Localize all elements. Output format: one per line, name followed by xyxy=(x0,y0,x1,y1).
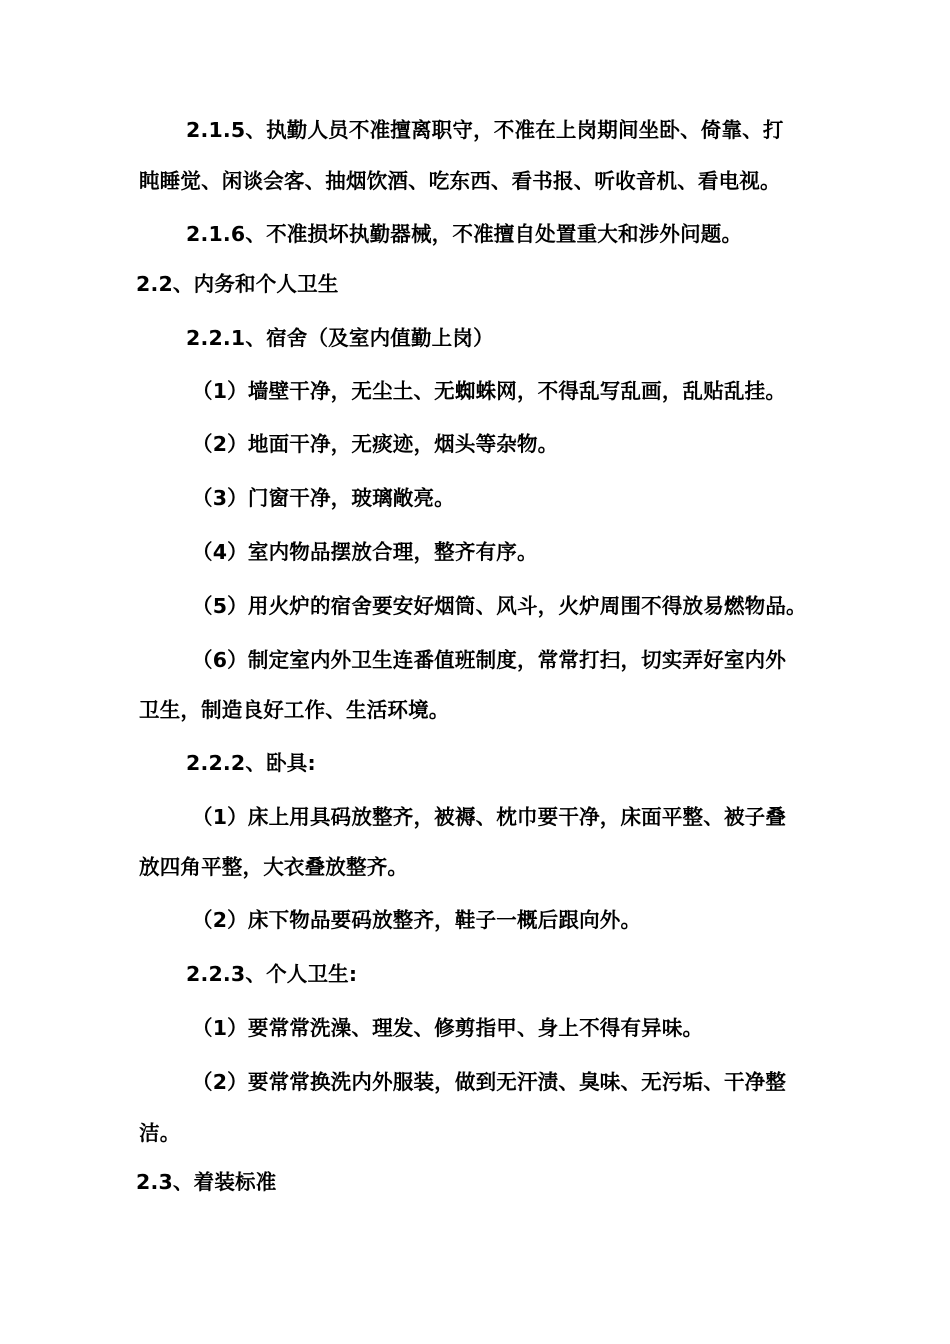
subsection-2-2-1-heading: 2.2.1、宿舍（及室内值勤上岗） xyxy=(186,326,494,350)
dorm-item-2: （2）地面干净，无痰迹，烟头等杂物。 xyxy=(192,432,559,456)
hygiene-item-2-line-1: （2）要常常换洗内外服装，做到无汗渍、臭味、无污垢、干净整 xyxy=(192,1070,787,1094)
dorm-item-6-line-2: 卫生，制造良好工作、生活环境。 xyxy=(139,698,450,722)
dorm-item-1: （1）墙壁干净，无尘土、无蜘蛛网，不得乱写乱画，乱贴乱挂。 xyxy=(192,379,787,403)
dorm-item-3: （3）门窗干净，玻璃敞亮。 xyxy=(192,486,455,510)
dorm-item-5: （5）用火炉的宿舍要安好烟筒、风斗，火炉周围不得放易燃物品。 xyxy=(192,594,807,618)
subsection-2-2-2-heading: 2.2.2、卧具: xyxy=(186,751,316,775)
clause-2-1-5-line-1: 2.1.5、执勤人员不准擅离职守，不准在上岗期间坐卧、倚靠、打 xyxy=(186,118,784,142)
clause-2-1-5-line-2: 盹睡觉、闲谈会客、抽烟饮酒、吃东西、看书报、听收音机、看电视。 xyxy=(139,169,781,193)
bedding-item-1-line-2: 放四角平整，大衣叠放整齐。 xyxy=(139,855,409,879)
hygiene-item-1: （1）要常常洗澡、理发、修剪指甲、身上不得有异味。 xyxy=(192,1016,704,1040)
dorm-item-6-line-1: （6）制定室内外卫生连番值班制度，常常打扫，切实弄好室内外 xyxy=(192,648,787,672)
bedding-item-2: （2）床下物品要码放整齐，鞋子一概后跟向外。 xyxy=(192,908,642,932)
bedding-item-1-line-1: （1）床上用具码放整齐，被褥、枕巾要干净，床面平整、被子叠 xyxy=(192,805,787,829)
section-2-3-heading: 2.3、着装标准 xyxy=(136,1170,277,1194)
hygiene-item-2-line-2: 洁。 xyxy=(139,1121,181,1145)
section-2-2-heading: 2.2、内务和个人卫生 xyxy=(136,272,339,296)
clause-2-1-6: 2.1.6、不准损坏执勤器械，不准擅自处置重大和涉外问题。 xyxy=(186,222,743,246)
dorm-item-4: （4）室内物品摆放合理，整齐有序。 xyxy=(192,540,538,564)
subsection-2-2-3-heading: 2.2.3、个人卫生: xyxy=(186,962,358,986)
